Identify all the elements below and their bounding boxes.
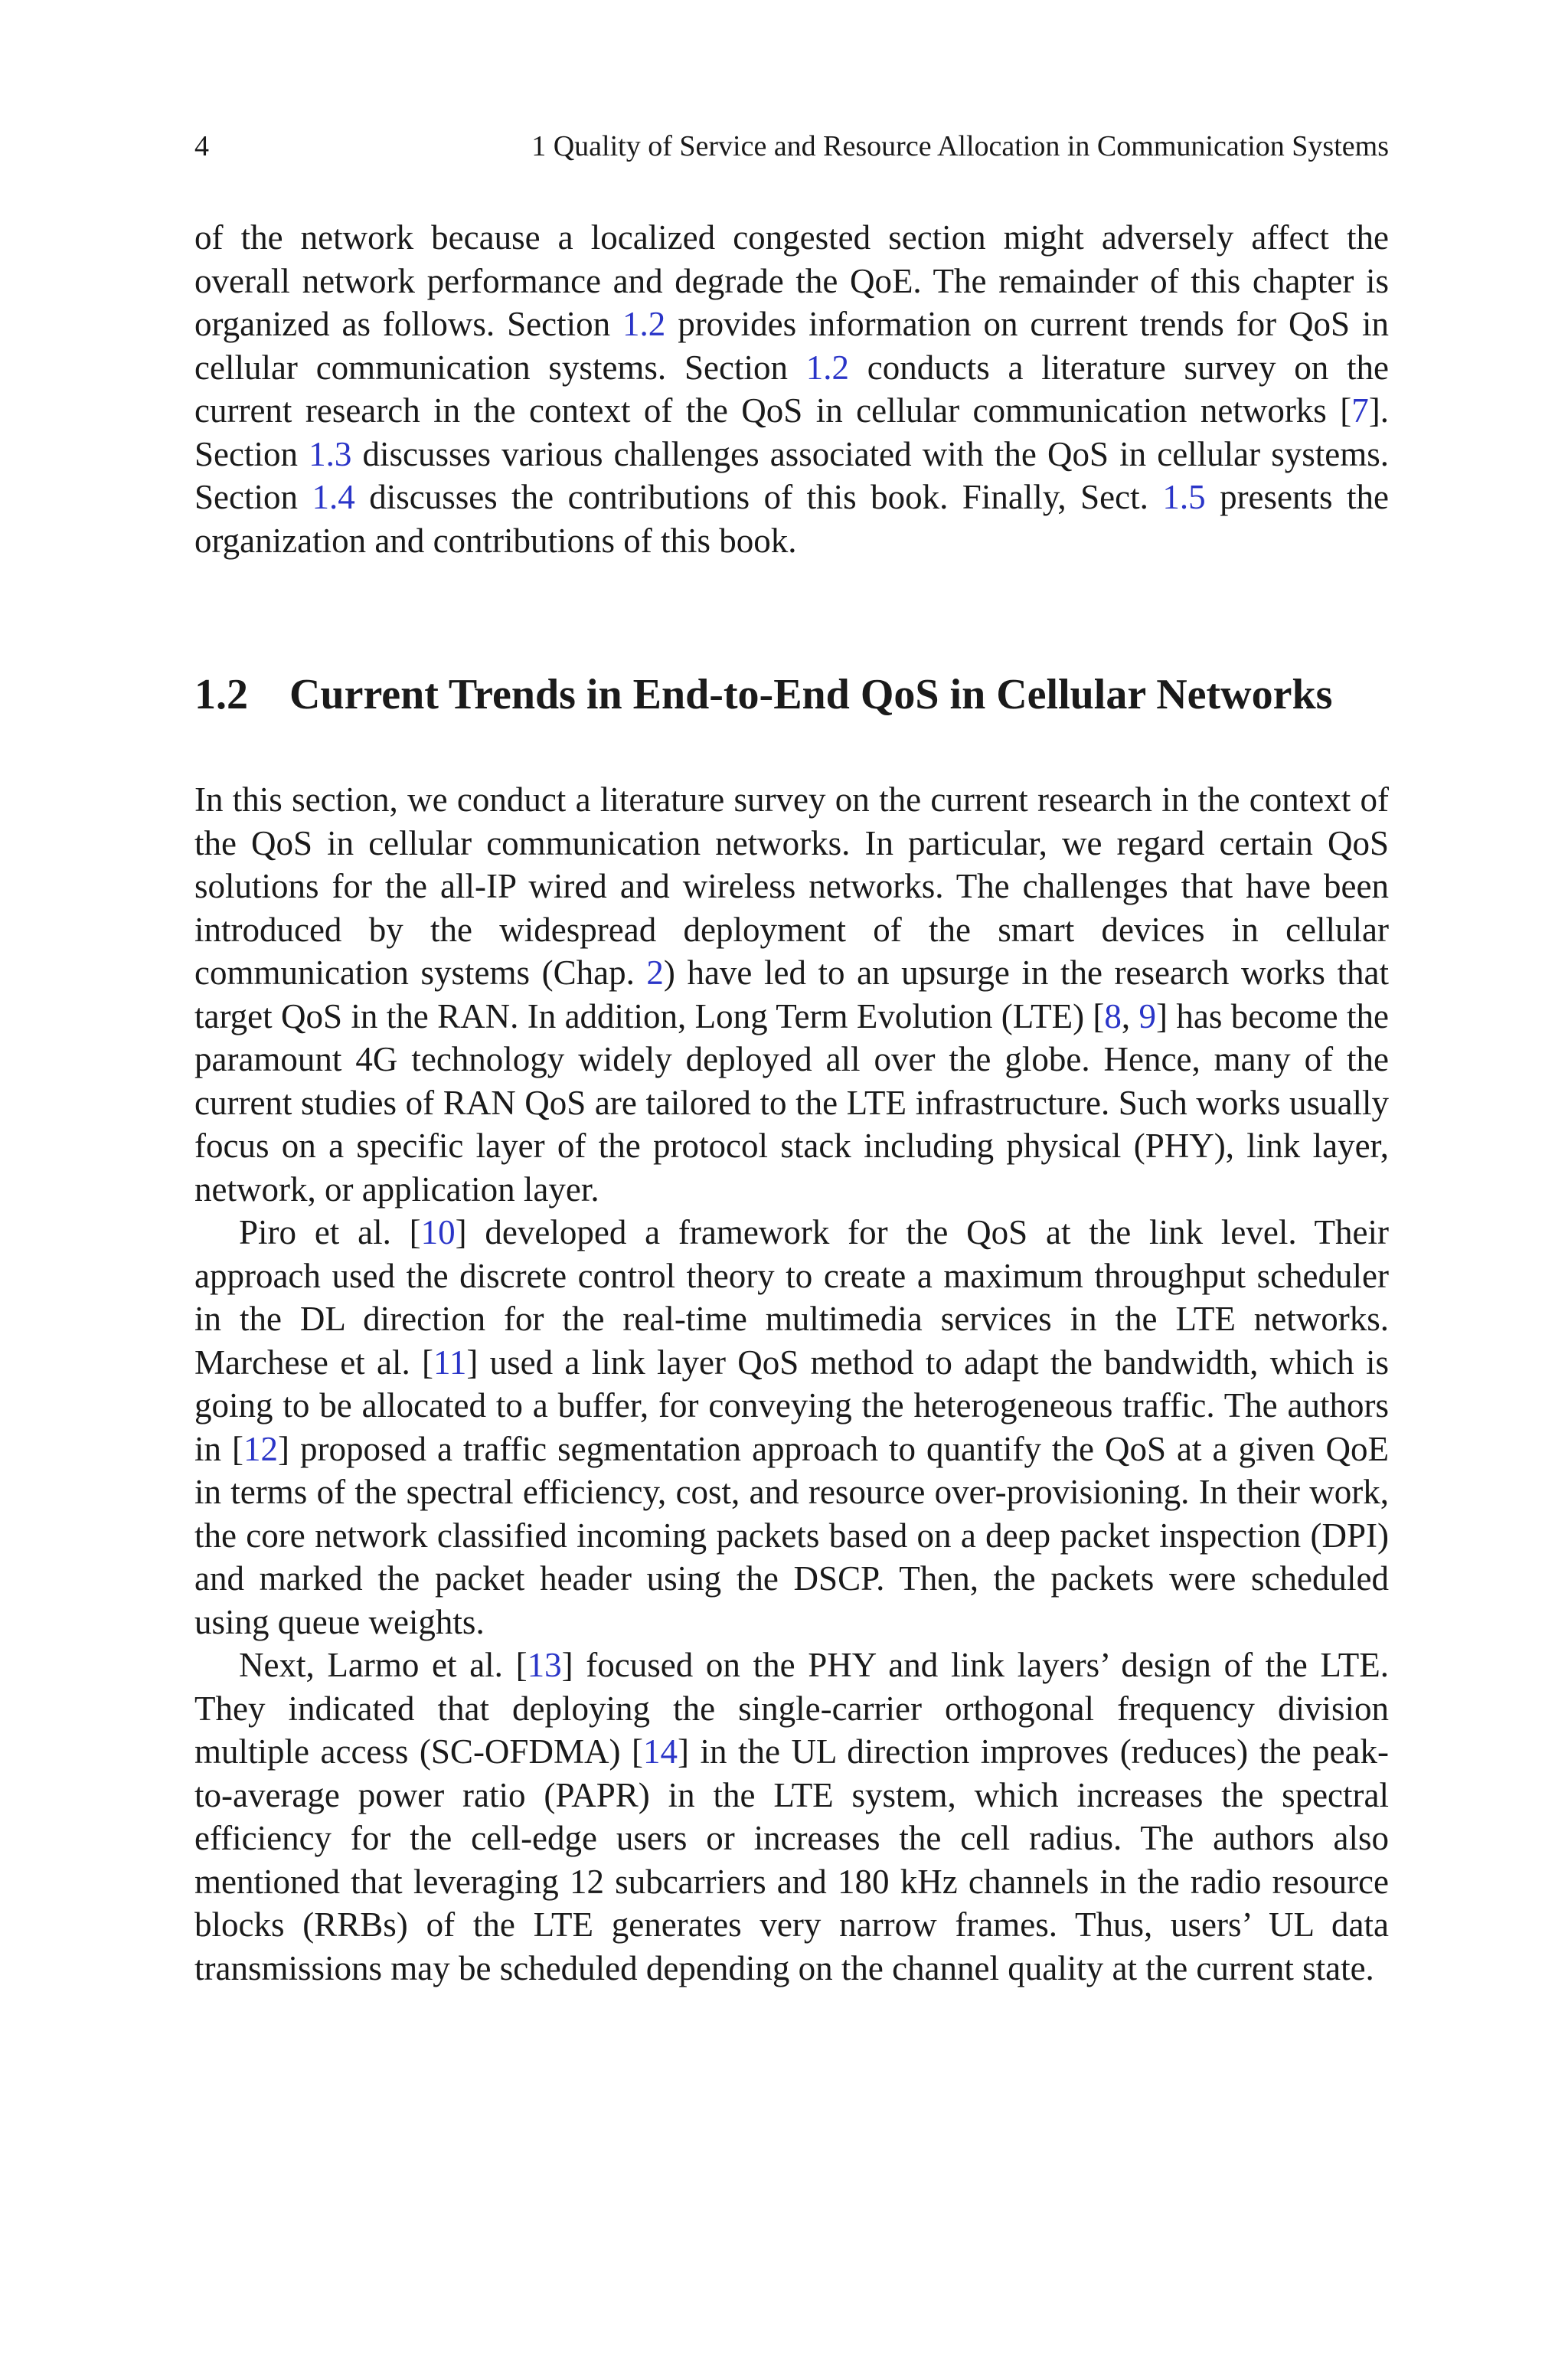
running-chapter-title: 1 Quality of Service and Resource Allocation in Communication Systems <box>531 130 1389 162</box>
section-heading <box>194 668 1389 721</box>
citation-link[interactable]: 12 <box>243 1429 279 1468</box>
running-head <box>194 127 1389 165</box>
text-run: Next, Larmo et al. [ <box>239 1646 528 1684</box>
chapter-link[interactable]: 2 <box>646 953 664 992</box>
section-link[interactable]: 1.2 <box>622 305 666 343</box>
citation-link[interactable]: 11 <box>433 1343 467 1382</box>
page-number: 4 <box>194 130 209 162</box>
section-text-block <box>194 778 1389 1990</box>
text-run: ]. Section <box>194 391 1389 473</box>
section-title: Current Trends in End-to-End QoS in Cellular Networks <box>289 671 1333 718</box>
text-run: provides information on current trends for QoS in cellular communication systems. Section <box>194 305 1389 387</box>
section-link[interactable]: 1.3 <box>309 434 352 473</box>
intro-text-block <box>194 216 1389 562</box>
text-run: presents the organization and contributions of this book. <box>194 478 1389 560</box>
citation-link[interactable]: 10 <box>420 1213 456 1251</box>
text-run: discusses the contributions of this book. Finally, Sect. <box>354 478 1163 516</box>
citation-link[interactable]: 7 <box>1351 391 1369 430</box>
text-run: ) have led to an upsurge in the research works that target QoS in the RAN. In addition, Long Term Evolution (LTE) [ <box>194 953 1389 1035</box>
text-run: In this section, we conduct a literature survey on the current research in the context of the QoS in cellular communication networks. In particular, we regard certain QoS solutions for the all-IP wired and wireless networks. The challenges that have been introduced by the widespread deployment of the smart devices in cellular communication systems (Chap. <box>194 780 1389 992</box>
text-run: conducts a literature survey on the current research in the context of the QoS in cellular communication networks [ <box>194 348 1390 430</box>
intro-paragraph <box>194 216 1389 562</box>
section-link[interactable]: 1.5 <box>1162 478 1206 516</box>
text-run: ] focused on the PHY and link layers’ design of the LTE. They indicated that deploying the single-carrier orthogonal frequency division multiple access (SC-OFDMA) [ <box>194 1646 1390 1771</box>
text-run: of the network because a localized congested section might adversely affect the overall network performance and degrade the QoE. The remainder of this chapter is organized as follows. Section <box>194 218 1389 343</box>
text-run: ] developed a framework for the QoS at the link level. Their approach used the discrete control theory to create a maximum throughput scheduler in the DL direction for the real-time multimedia services in the LTE networks. Marchese et al. [ <box>194 1213 1390 1382</box>
paragraph-1 <box>194 778 1389 1211</box>
section-link[interactable]: 1.4 <box>312 478 355 516</box>
section-number: 1.2 <box>194 671 248 718</box>
citation-link[interactable]: 14 <box>642 1732 678 1771</box>
citation-link[interactable]: 9 <box>1138 996 1157 1035</box>
paragraph-2 <box>194 1211 1389 1644</box>
citation-link[interactable]: 8 <box>1104 996 1122 1035</box>
text-run: ] in the UL direction improves (reduces) the peak-to-average power ratio (PAPR) in the LTE system, which increases the spectral efficiency for the cell-edge users or increases the cell radius. The authors also mentioned that leveraging 12 subcarriers and 180 kHz channels in the radio resource blocks (RRBs) of the LTE generates very narrow frames. Thus, users’ UL data transmissions may be scheduled depending on the channel quality at the current state. <box>194 1732 1389 1987</box>
text-run: ] has become the paramount 4G technology widely deployed all over the globe. Hence, many of the current studies of RAN QoS are tailored to the LTE infrastructure. Such works usually focus on a specific layer of the protocol stack including physical (PHY), link layer, network, or application layer. <box>194 996 1389 1209</box>
text-run: ] proposed a traffic segmentation approach to quantify the QoS at a given QoE in terms of the spectral efficiency, cost, and resource over-provisioning. In their work, the core network classified incoming packets based on a deep packet inspection (DPI) and marked the packet header using the DSCP. Then, the packets were scheduled using queue weights. <box>194 1429 1389 1641</box>
citation-link[interactable]: 13 <box>527 1646 562 1684</box>
paragraph-3 <box>194 1644 1389 1990</box>
section-link[interactable]: 1.2 <box>805 348 849 387</box>
text-run: ] used a link layer QoS method to adapt the bandwidth, which is going to be allocated to a buffer, for conveying the heterogeneous traffic. The authors in [ <box>194 1343 1389 1468</box>
text-run: Piro et al. [ <box>239 1213 421 1251</box>
text-run: , <box>1121 996 1139 1035</box>
text-run: discusses various challenges associated with the QoS in cellular systems. Section <box>194 434 1390 516</box>
